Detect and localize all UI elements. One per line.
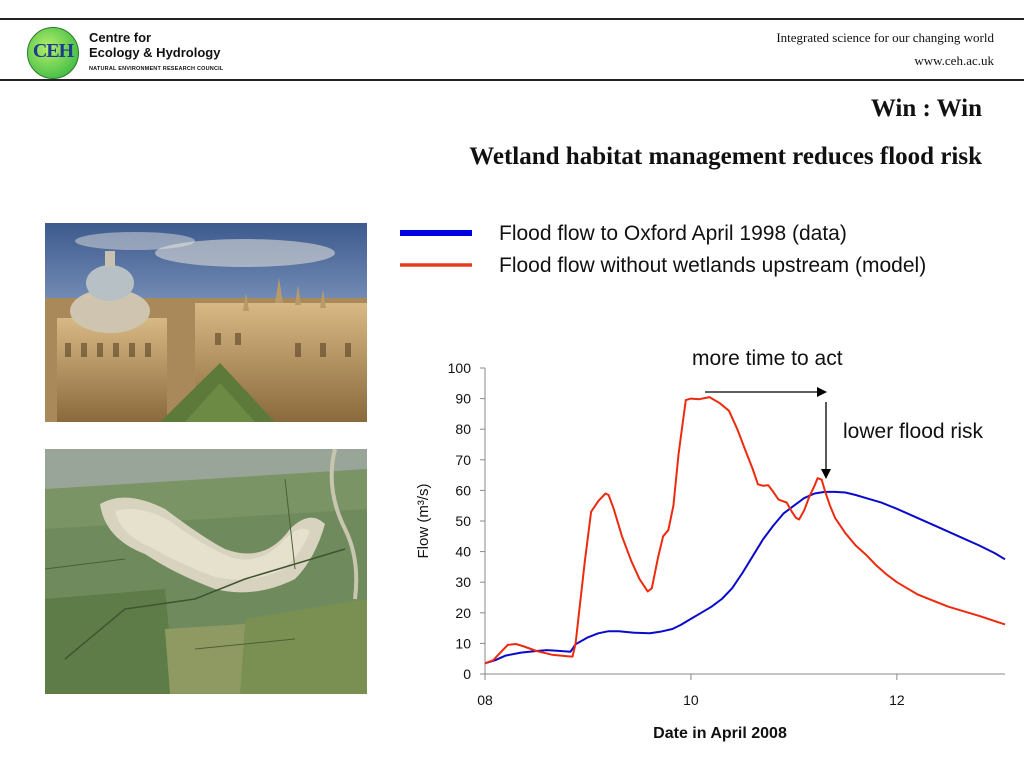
logo-sub: NATURAL ENVIRONMENT RESEARCH COUNCIL [89, 66, 224, 72]
header-website: www.ceh.ac.uk [914, 53, 994, 68]
y-tick-label: 60 [455, 482, 471, 499]
y-tick-label: 50 [455, 513, 471, 529]
x-tick-label: 08 [477, 692, 493, 708]
y-tick-label: 90 [455, 390, 471, 407]
y-tick-label: 80 [455, 421, 471, 438]
y-tick-label: 40 [455, 543, 471, 560]
annotation-lower-risk-label: lower flood risk [843, 420, 984, 443]
y-tick-label: 0 [463, 666, 471, 682]
header-tagline: Integrated science for our changing world [776, 30, 994, 45]
slide-subtitle: Wetland habitat management reduces flood risk [469, 143, 982, 170]
y-tick-label: 10 [455, 635, 471, 652]
legend-label-data: Flood flow to Oxford April 1998 (data) [499, 222, 847, 245]
x-tick-label: 10 [683, 692, 699, 708]
y-tick-label: 100 [447, 360, 471, 376]
logo-line1: Centre for [89, 30, 152, 45]
annotation-more-time-label: more time to act [692, 347, 843, 370]
x-axis-label: Date in April 2008 [653, 725, 787, 742]
slide-title: Win : Win [870, 95, 982, 122]
y-tick-label: 30 [455, 574, 471, 591]
series-line-data [485, 492, 1005, 663]
y-tick-label: 70 [455, 451, 471, 468]
y-tick-label: 20 [455, 604, 471, 621]
y-axis-label: Flow (m³/s) [415, 483, 432, 559]
logo-letters: CEH [32, 40, 74, 62]
x-tick-label: 12 [889, 692, 905, 708]
logo-line2: Ecology & Hydrology [89, 45, 221, 60]
legend-label-model: Flood flow without wetlands upstream (model) [499, 254, 927, 277]
